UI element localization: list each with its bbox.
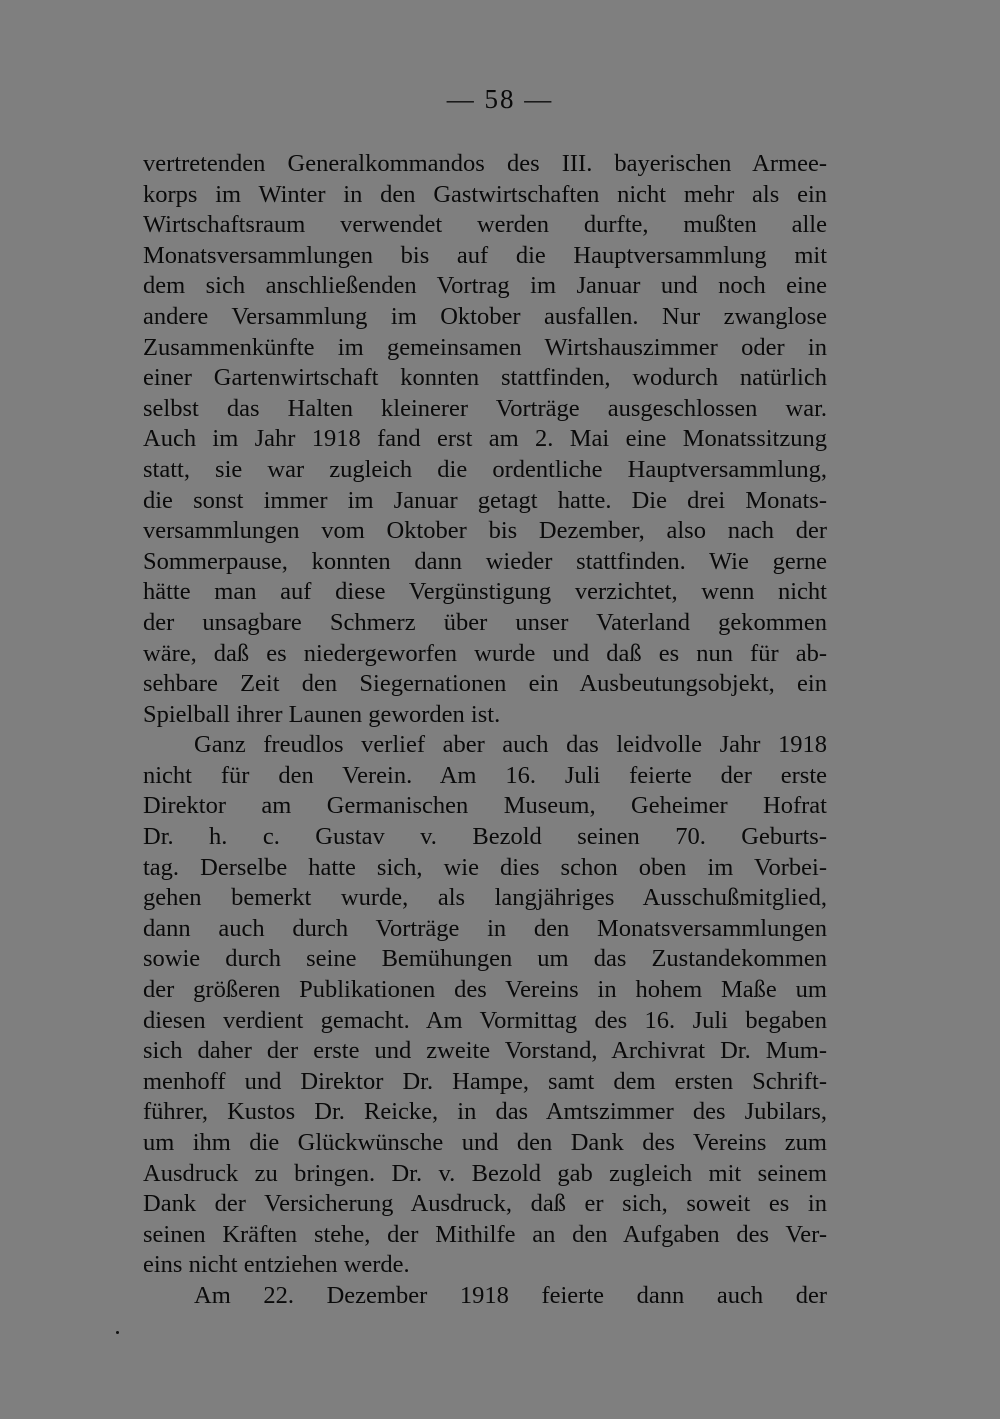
text-line: selbst das Halten kleinerer Vorträge ausgeschlossen war.: [143, 394, 827, 422]
text-line: hätte man auf diese Vergünstigung verzichtet, wenn nicht: [143, 578, 827, 606]
text-line: Dank der Versicherung Ausdruck, daß er sich, soweit es in: [143, 1190, 827, 1218]
scan-speck: [116, 1331, 119, 1334]
text-line: vertretenden Generalkommandos des III. bayerischen Armee-: [143, 150, 827, 177]
text-line: diesen verdient gemacht. Am Vormittag des 16. Juli begaben: [143, 1006, 827, 1034]
text-line: statt, sie war zugleich die ordentliche Hauptversammlung,: [143, 455, 827, 483]
text-line: dann auch durch Vorträge in den Monatsversammlungen: [143, 914, 827, 942]
text-line: Monatsversammlungen bis auf die Hauptversammlung mit: [143, 241, 827, 269]
text-line: sich daher der erste und zweite Vorstand, Archivrat Dr. Mum-: [143, 1037, 827, 1065]
body-text: [143, 149, 827, 1312]
text-line: seinen Kräften stehe, der Mithilfe an den Aufgaben des Ver-: [143, 1220, 827, 1248]
text-line: andere Versammlung im Oktober ausfallen. Nur zwanglose: [143, 302, 827, 330]
text-line: Dr. h. c. Gustav v. Bezold seinen 70. Geburts-: [143, 823, 827, 851]
text-line: tag. Derselbe hatte sich, wie dies schon oben im Vorbei-: [143, 853, 827, 881]
text-line: der unsagbare Schmerz über unser Vaterland gekommen: [143, 608, 827, 636]
text-line: menhoff und Direktor Dr. Hampe, samt dem ersten Schrift-: [143, 1067, 827, 1095]
text-line: sehbare Zeit den Siegernationen ein Ausbeutungsobjekt, ein: [143, 670, 827, 698]
paragraph-end-line: Spielball ihrer Launen geworden ist.: [143, 700, 501, 728]
text-line: wäre, daß es niedergeworfen wurde und daß es nun für ab-: [143, 639, 827, 667]
text-line: Zusammenkünfte im gemeinsamen Wirtshauszimmer oder in: [143, 333, 827, 361]
text-line: gehen bemerkt wurde, als langjähriges Ausschußmitglied,: [143, 884, 827, 912]
text-line: dem sich anschließenden Vortrag im Januar und noch eine: [143, 272, 827, 300]
text-line: um ihm die Glückwünsche und den Dank des Vereins zum: [143, 1129, 827, 1156]
text-line: einer Gartenwirtschaft konnten stattfinden, wodurch natürlich: [143, 364, 827, 392]
text-line: Wirtschaftsraum verwendet werden durfte, mußten alle: [143, 211, 827, 239]
text-line: die sonst immer im Januar getagt hatte. Die drei Monats-: [143, 486, 827, 514]
text-line: Ausdruck zu bringen. Dr. v. Bezold gab zugleich mit seinem: [143, 1159, 827, 1187]
paragraph-start-line: Ganz freudlos verlief aber auch das leidvolle Jahr 1918: [194, 731, 827, 759]
page-number: — 58 —: [446, 84, 554, 114]
text-line: Sommerpause, konnten dann wieder stattfinden. Wie gerne: [143, 547, 827, 575]
text-line: führer, Kustos Dr. Reicke, in das Amtszimmer des Jubilars,: [143, 1098, 827, 1126]
text-line: Direktor am Germanischen Museum, Geheimer Hofrat: [143, 792, 827, 820]
text-line: der größeren Publikationen des Vereins in hohem Maße um: [143, 976, 827, 1004]
text-line: versammlungen vom Oktober bis Dezember, also nach der: [143, 517, 827, 545]
text-line: Auch im Jahr 1918 fand erst am 2. Mai eine Monatssitzung: [143, 425, 827, 453]
paragraph-end-line: eins nicht entziehen werde.: [143, 1251, 410, 1279]
text-line: korps im Winter in den Gastwirtschaften nicht mehr als ein: [143, 180, 827, 208]
text-line: sowie durch seine Bemühungen um das Zustandekommen: [143, 945, 827, 973]
paragraph-start-line: Am 22. Dezember 1918 feierte dann auch der: [194, 1281, 827, 1309]
text-line: nicht für den Verein. Am 16. Juli feierte der erste: [143, 761, 827, 789]
